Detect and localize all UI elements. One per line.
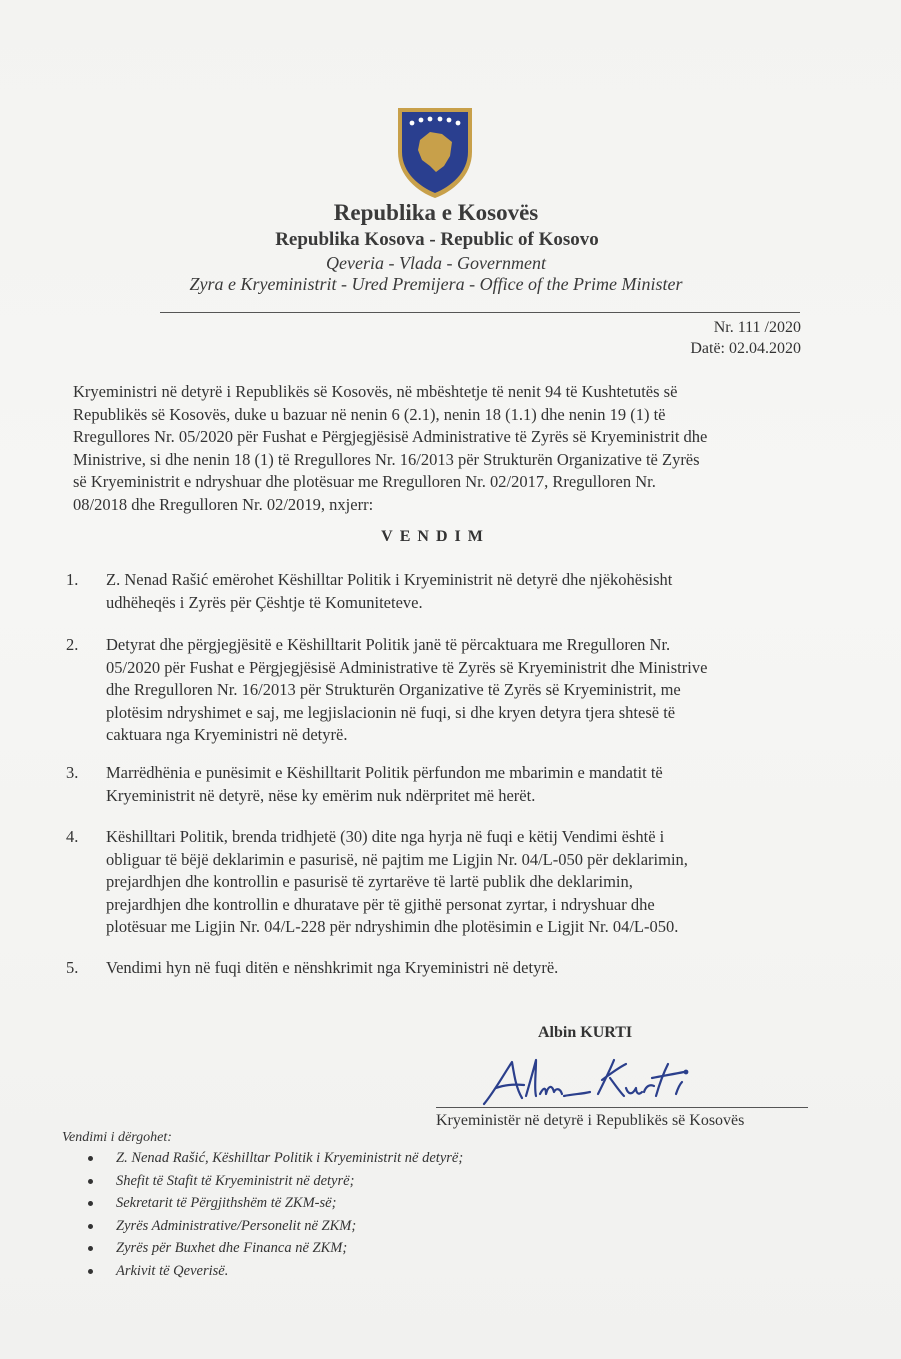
item-text <box>106 957 806 980</box>
header-divider <box>160 312 800 313</box>
item-number: 3. <box>66 763 79 782</box>
item-line: caktuara nga Kryeministri në detyrë. <box>106 725 348 745</box>
intro-line: Rregullores Nr. 05/2020 për Fushat e Përgjegjësisë Administrative të Zyrës së Kryeministrit dhe <box>73 427 708 447</box>
bullet-icon <box>88 1179 93 1184</box>
intro-line: Kryeministri në detyrë i Republikës së Kosovës, në mbështetje të nenit 94 të Kushtetutës së <box>73 382 678 401</box>
bullet-icon <box>88 1269 93 1274</box>
signature-line <box>436 1107 808 1108</box>
recipients-title: Vendimi i dërgohet: <box>62 1130 172 1145</box>
item-text <box>106 762 806 807</box>
intro-line: Republikës së Kosovës, duke u bazuar në nenin 6 (2.1), nenin 18 (1.1) dhe nenin 19 (1) të <box>73 404 666 424</box>
bullet-icon <box>88 1246 93 1251</box>
intro-line: 08/2018 dhe Rregulloren Nr. 02/2019, nxjerr: <box>73 494 374 514</box>
list-item: Shefit të Stafit të Kryeministrit në detyrë; <box>88 1173 463 1196</box>
item-number: 5. <box>66 958 79 977</box>
intro-paragraph <box>73 381 803 517</box>
item-line: dhe Rregulloren Nr. 16/2013 për Strukturën Organizative të Zyrës së Kryeministrit, me <box>106 680 681 700</box>
document-date: Datë: 02.04.2020 <box>690 340 801 357</box>
handwritten-signature <box>470 1052 720 1112</box>
item-number: 1. <box>66 570 79 589</box>
item-line: plotësuar me Ligjin Nr. 04/L-228 për ndryshimin dhe plotësimin e Ligjit Nr. 04/L-050. <box>106 917 679 937</box>
document-number: Nr. 111 /2020 <box>713 319 801 336</box>
item-line: prejardhjen dhe kontrollin e pasurisë të zyrtarëve të lartë publik dhe deklarimin, <box>106 872 633 892</box>
item-line: Z. Nenad Rašić emërohet Këshilltar Politik i Kryeministrit në detyrë dhe njëkohësisht <box>106 570 673 589</box>
bullet-icon <box>88 1224 93 1229</box>
header-government: Qeveria - Vlada - Government <box>326 253 546 273</box>
item-number: 4. <box>66 827 79 846</box>
recipients-list <box>88 1150 463 1285</box>
item-line: Vendimi hyn në fuqi ditën e nënshkrimit nga Kryeministri në detyrë. <box>106 958 559 977</box>
item-line: 05/2020 për Fushat e Përgjegjësisë Administrative të Zyrës së Kryeministrit dhe Ministrive <box>106 657 708 677</box>
signatory-title: Kryeministër në detyrë i Republikës së Kosovës <box>436 1112 745 1129</box>
intro-line: së Kryeministrit e ndryshuar dhe plotësuar me Rregulloren Nr. 02/2017, Rregulloren Nr. <box>73 472 656 492</box>
item-text <box>106 634 806 747</box>
item-text <box>106 569 806 614</box>
item-line: plotësim ndryshimet e saj, me legjislacionin në fuqi, si dhe kryen detyra tjera shtesë të <box>106 702 676 722</box>
list-item: Zyrës Administrative/Personelit në ZKM; <box>88 1218 463 1241</box>
item-line: prejardhjen dhe kontrollin e dhuratave për të gjithë personat zyrtar, i ndryshuar dhe <box>106 894 655 914</box>
list-item: Zyrës për Buxhet dhe Financa në ZKM; <box>88 1240 463 1263</box>
header-office: Zyra e Kryeministrit - Ured Premijera - Office of the Prime Minister <box>189 274 683 294</box>
item-line: Kryeministrit në detyrë, nëse ky emërim nuk ndërpritet më herët. <box>106 785 536 805</box>
item-line: obliguar të bëjë deklarimin e pasurisë, në pajtim me Ligjin Nr. 04/L-050 për deklarimin, <box>106 849 688 869</box>
header-subtitle: Republika Kosova - Republic of Kosovo <box>275 229 599 250</box>
item-line: Detyrat dhe përgjegjësitë e Këshilltarit Politik janë të përcaktuara me Rregulloren Nr. <box>106 635 671 654</box>
item-line: Këshilltari Politik, brenda tridhjetë (30) dite nga hyrja në fuqi e këtij Vendimi është i <box>106 827 665 846</box>
list-item: Sekretarit të Përgjithshëm të ZKM-së; <box>88 1195 463 1218</box>
intro-line: Ministrive, si dhe nenin 18 (1) të Rregullores Nr. 16/2013 për Strukturën Organizative të Zyrës <box>73 449 700 469</box>
header-title: Republika e Kosovës <box>333 200 539 225</box>
bullet-icon <box>88 1201 93 1206</box>
list-item: Arkivit të Qeverisë. <box>88 1263 463 1286</box>
item-line: udhëheqës i Zyrës për Çështje të Komuniteteve. <box>106 592 423 612</box>
bullet-icon <box>88 1156 93 1161</box>
item-number: 2. <box>66 635 79 654</box>
coat-of-arms-icon <box>390 100 480 200</box>
decision-title: VENDIM <box>381 528 490 545</box>
item-text <box>106 826 806 939</box>
signatory-name: Albin KURTI <box>538 1024 633 1041</box>
item-line: Marrëdhënia e punësimit e Këshilltarit Politik përfundon me mbarimin e mandatit të <box>106 763 663 782</box>
list-item: Z. Nenad Rašić, Këshilltar Politik i Kryeministrit në detyrë; <box>88 1150 463 1173</box>
